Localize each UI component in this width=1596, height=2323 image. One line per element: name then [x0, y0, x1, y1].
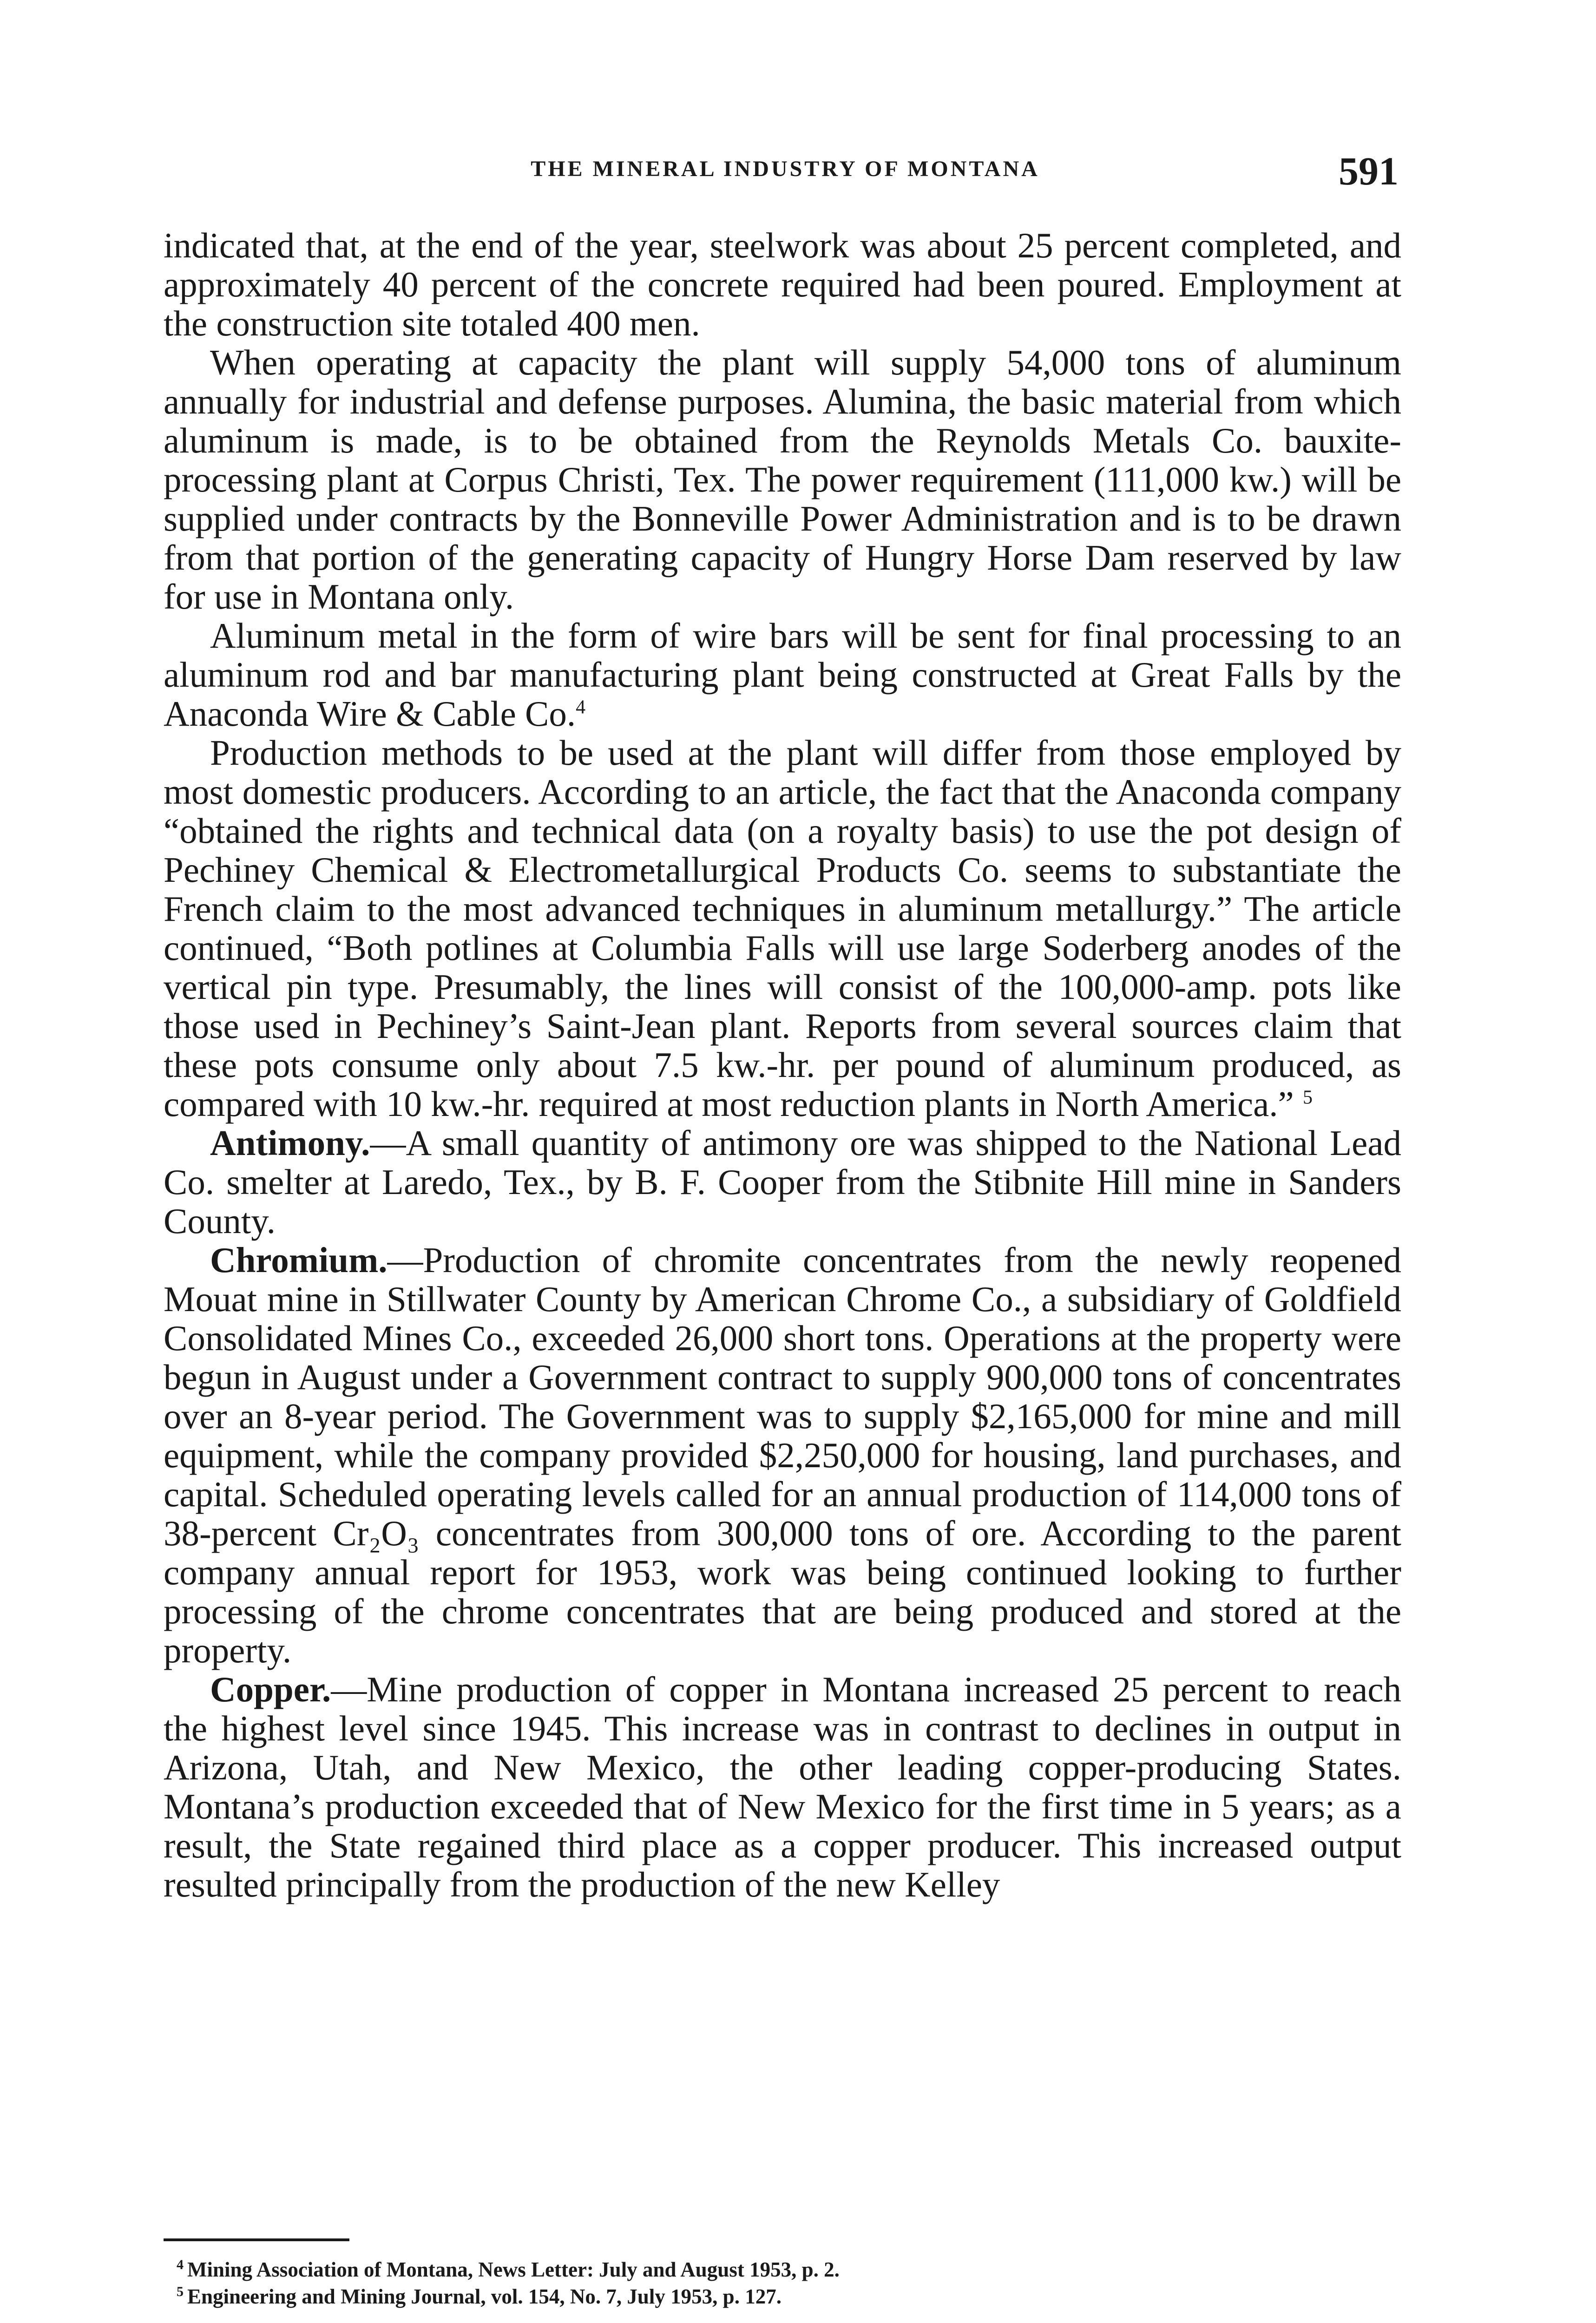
- paragraph-chromium: Chromium.—Production of chromite concentrates from the newly reopened Mouat mine in Stillwater County by American Chrome Co., a subsidiary of Goldfield Consolidated Mines Co., exceeded 26,000 short tons. Operations at the property were begun in August under a Government contract to supply 900,000 tons of concentrates over an 8-year period. The Government was to supply $2,165,000 for mine and mill equipment, while the company provided $2,250,000 for housing, land purchases, and capital. Scheduled operating levels called for an annual production of 114,000 tons of 38-percent Cr₂O₃ concentrates from 300,000 tons of ore. According to the parent company annual report for 1953, work was being continued looking to further processing of the chrome concentrates that are being produced and stored at the property.: [164, 1240, 1401, 1670]
- section-heading-antimony: Antimony.: [210, 1123, 370, 1163]
- paragraph-wire-bars: Aluminum metal in the form of wire bars will be sent for final processing to an aluminum rod and bar manufacturing plant being constructed at Great Falls by the Anaconda Wire & Cable Co.$^4$: [164, 616, 1401, 734]
- footnote-5: $^5$ Engineering and Mining Journal, vol. 154, No. 7, July 1953, p. 127.: [177, 2284, 782, 2308]
- footnote-mark: 4: [177, 2257, 184, 2272]
- footnote-mark: 5: [177, 2284, 184, 2299]
- paragraph-steelwork: indicated that, at the end of the year, steelwork was about 25 percent completed, and approximately 40 percent of the concrete required had been poured. Employment at the construction site totaled 400 men.: [164, 225, 1401, 343]
- paragraph-production-methods: Production methods to be used at the plant will differ from those employed by most domestic producers. According to an article, the fact that the Anaconda company “obtained the rights and technical data (on a royalty basis) to use the pot design of Pechiney Chemical & Electrometallurgical Products Co. seems to substantiate the French claim to the most advanced techniques in aluminum metallurgy.” The article continued, “Both potlines at Columbia Falls will use large Soderberg anodes of the vertical pin type. Presumably, the lines will consist of the 100,000-amp. pots like those used in Pechiney’s Saint-Jean plant. Reports from several sources claim that these pots consume only about 7.5 kw.-hr. per pound of aluminum produced, as compared with 10 kw.-hr. required at most reduction plants in North America.” $^5$: [164, 733, 1401, 1124]
- footnotes: [177, 2256, 1385, 2310]
- section-heading-copper: Copper.: [210, 1669, 331, 1709]
- page-header: [163, 148, 1408, 199]
- footnote-divider: [164, 2238, 349, 2241]
- running-head: THE MINERAL INDUSTRY OF MONTANA: [531, 157, 1040, 181]
- paragraph-antimony: Antimony.—A small quantity of antimony ore was shipped to the National Lead Co. smelter at Laredo, Tex., by B. F. Cooper from the Stibnite Hill mine in Sanders County.: [164, 1123, 1401, 1241]
- footnote-4: $^4$ Mining Association of Montana, News Letter: July and August 1953, p. 2.: [177, 2257, 840, 2281]
- section-heading-chromium: Chromium.: [210, 1240, 388, 1280]
- paragraph-plant-capacity: When operating at capacity the plant will supply 54,000 tons of aluminum annually for industrial and defense purposes. Alumina, the basic material from which aluminum is made, is to be obtained from the Reynolds Metals Co. bauxite-processing plant at Corpus Christi, Tex. The power requirement (111,000 kw.) will be supplied under contracts by the Bonneville Power Administration and is to be drawn from that portion of the generating capacity of Hungry Horse Dam reserved by law for use in Montana only.: [164, 342, 1401, 617]
- paragraph-copper: Copper.—Mine production of copper in Montana increased 25 percent to reach the highest level since 1945. This increase was in contrast to declines in output in Arizona, Utah, and New Mexico, the other leading copper-producing States. Montana’s production exceeded that of New Mexico for the first time in 5 years; as a result, the State regained third place as a copper producer. This increased output resulted principally from the production of the new Kelley: [164, 1669, 1401, 1904]
- body-text: [164, 226, 1401, 1904]
- footnote-reference: 4: [576, 696, 586, 718]
- footnote-reference: 5: [1302, 1087, 1313, 1109]
- page-number: 591: [1339, 149, 1399, 193]
